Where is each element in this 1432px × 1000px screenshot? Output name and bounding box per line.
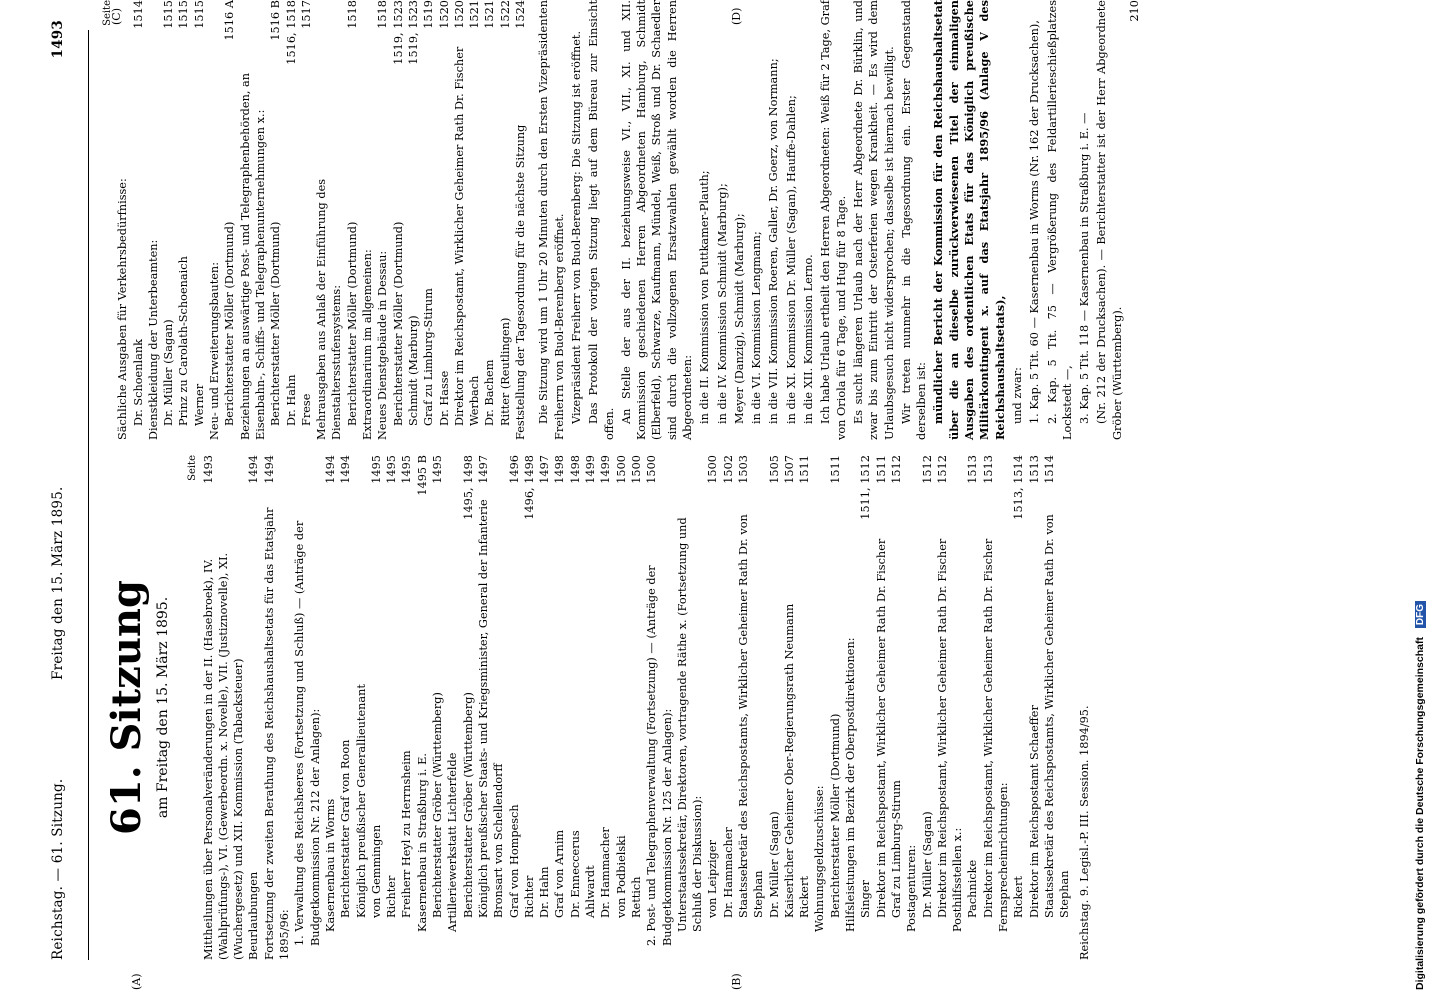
entry-page: 1513, 1514 xyxy=(1012,455,1026,520)
entry-text: 2. Post- und Telegraphenverwaltung (Fortsetzung) — (Anträge der Budgetkommission Nr. 125 der Anlagen): xyxy=(645,565,674,946)
entry-page xyxy=(843,455,858,497)
contents-entry xyxy=(629,455,644,960)
contents-list-left xyxy=(201,455,1073,960)
contents-list-right xyxy=(115,0,528,440)
entry-text: Dr. Hahn xyxy=(284,374,298,426)
contents-entry xyxy=(552,455,567,960)
entry-text: Mittheilungen über Personalveränderungen in der II. (Hasebroek), IV. (Wahlprüfungs-), VI. (Gewerbeordn. x. Novelle), VII. (Justiznovelle), XI. (Wuchergesetz) und XII. Kommission (Tabacksteuer) xyxy=(201,552,246,960)
contents-entry xyxy=(430,455,445,960)
entry-text: Berichterstatter Gröber (Württemberg) xyxy=(431,692,445,918)
entry-text: Artilleriewerkstatt Lichterfelde xyxy=(446,752,460,932)
margin-mark-b: (B) xyxy=(730,973,743,990)
entry-page: 1496 xyxy=(507,455,521,484)
contents-entry xyxy=(889,455,904,960)
session-text xyxy=(536,0,1142,440)
entry-page: 1495 B xyxy=(415,455,429,496)
contents-entry xyxy=(858,455,873,960)
contents-entry xyxy=(482,0,497,440)
contents-entry xyxy=(675,455,706,960)
contents-entry xyxy=(1011,455,1026,960)
entry-page: 1496, 1498 xyxy=(522,455,536,520)
entry-page: 1519, 1523 xyxy=(391,0,405,65)
entry-page: 1516 B xyxy=(269,0,283,41)
entry-page xyxy=(996,455,1011,497)
entry-text: Beurlaubungen xyxy=(247,871,261,960)
entry-text: Graf zu Limburg-Stirum xyxy=(889,780,903,918)
header-rule xyxy=(88,30,89,960)
contents-entry xyxy=(292,455,323,960)
entry-page xyxy=(950,455,965,497)
session-paragraph: mündlicher Bericht der Kommission für den Reichshaushaltsetat über die an dieselbe zurückverwiesenen Titel der einmaligen Ausgaben des ordentlichen Etats für das Königlich preußische Militärkontingent x. auf das Etatsjahr 1895/96 (Anlage V des Reichshaushaltsetats), xyxy=(931,0,1007,440)
entry-page: 1511, 1512 xyxy=(859,455,873,520)
session-paragraph: 3. Kap. 5 Tit. 118 — Kasernenbau in Straßburg i. E. — xyxy=(1078,112,1092,424)
entry-text: Beziehungen an auswärtige Post- und Telegraphenbehörden, an Eisenbahn-, Schiffs- und Telegraphenunternehmungen x.: xyxy=(238,72,267,440)
session-paragraph: Es sucht längeren Urlaub nach der Herr Abgeordnete Dr. Bürklin, und zwar bis zum Eintritt der Osterferien wegen Krankheit. — Es wird dem Urlaubsgesuch nicht widersprochen; dasselbe ist hiernach bewilligt. xyxy=(851,0,896,440)
entry-page: 1515 xyxy=(177,0,191,29)
entry-page xyxy=(238,0,269,42)
entry-page: 1513 xyxy=(981,455,995,484)
entry-text: Hilfsleistungen im Bezirk der Oberpostdirektionen: xyxy=(844,637,858,932)
entry-text: Staatssekretär des Reichspostamts, Wirklicher Geheimer Rath Dr. von Stephan xyxy=(736,514,766,918)
session-paragraph: 2. Kap. 5 Tit. 75 — Vergrößerung des Feldartillerieschießplatzes Lockstedt —, xyxy=(1045,0,1074,440)
entry-page: 1494 xyxy=(339,455,353,484)
entry-text: Dr. Bachem xyxy=(483,359,497,426)
contents-entry xyxy=(476,455,507,960)
dfg-sidebar xyxy=(1414,10,1426,990)
contents-entry xyxy=(262,455,293,960)
contents-entry xyxy=(874,455,889,960)
entry-text: Neu- und Erweiterungsbauten: xyxy=(208,262,222,440)
contents-entry xyxy=(146,0,161,440)
entry-page xyxy=(314,0,345,42)
entry-page: 1493 xyxy=(201,455,215,484)
contents-entry xyxy=(736,455,767,960)
contents-entry xyxy=(360,0,375,440)
entry-page: 1515 xyxy=(192,0,206,29)
entry-page: 1511 xyxy=(798,455,812,484)
entry-page: 1518 xyxy=(345,0,359,29)
entry-page: 1515 xyxy=(162,0,176,29)
contents-entry xyxy=(375,0,390,440)
entry-page: 1512 xyxy=(935,455,949,484)
contents-entry xyxy=(192,0,207,440)
entry-page: 1518 xyxy=(376,0,390,29)
contents-entry xyxy=(996,455,1011,960)
contents-entry xyxy=(452,0,467,440)
entry-text: Dr. Hammacher xyxy=(721,827,735,918)
session-paragraph: Wir treten nunmehr in die Tagesordnung ein. Erster Gegenstand derselben ist: xyxy=(899,0,929,440)
entry-text: Direktor im Reichspostamt, Wirklicher Geheimer Rath Dr. Fischer xyxy=(452,46,466,426)
entry-page: 1495 xyxy=(385,455,399,484)
entry-page xyxy=(904,455,919,497)
entry-text: Kaiserlicher Geheimer Ober-Regierungsrath Neumann xyxy=(782,603,796,918)
entry-text: Dr. Müller (Sagan) xyxy=(767,811,781,918)
contents-entry xyxy=(950,455,965,960)
entry-text: Berichterstatter Möller (Dortmund) xyxy=(345,221,359,426)
entry-page xyxy=(360,0,375,42)
entry-page: 1516, 1518 xyxy=(284,0,298,65)
entry-text: 1. Verwaltung des Reichsheeres (Fortsetzung und Schluß) — (Anträge der Budgetkommission Nr. 212 der Anlagen): xyxy=(293,520,322,946)
contents-entry xyxy=(614,455,629,960)
entry-text: von Podbielski xyxy=(614,835,628,918)
entry-text: Fernsprecheinrichtungen: xyxy=(997,782,1011,932)
entry-text: Rettich xyxy=(629,876,643,918)
entry-page: 1498 xyxy=(568,455,582,484)
entry-text: Dr. Schoenlank xyxy=(131,339,145,426)
session-paragraph: in die IV. Kommission Schmidt (Marburg); xyxy=(715,183,729,424)
entry-page: 1514 xyxy=(1042,455,1056,484)
entry-page: 1497 xyxy=(538,455,552,484)
entry-text: von Gemmingen xyxy=(369,824,383,918)
contents-entry xyxy=(644,455,675,960)
entry-page xyxy=(115,0,130,42)
entry-text: Feststellung der Tagesordnung für die nächste Sitzung xyxy=(514,124,528,440)
entry-page xyxy=(207,0,222,42)
contents-entry xyxy=(782,455,797,960)
margin-mark-c: (C) xyxy=(110,8,123,25)
entry-text: Direktor im Reichspostamt, Wirklicher Geheimer Rath Dr. Fischer xyxy=(981,538,995,918)
session-subtitle: am Freitag den 15. März 1895. xyxy=(155,596,171,819)
entry-text: Singer xyxy=(859,880,873,918)
entry-text: Berichterstatter Möller (Dortmund) xyxy=(269,221,283,426)
entry-text: Fortsetzung der zweiten Berathung des Reichshaushaltsetats für das Etatsjahr 1895/96: xyxy=(262,507,292,960)
entry-page: 1520 xyxy=(452,0,466,29)
entry-text: Dr. Hasse xyxy=(437,370,451,426)
entry-page: 1521 xyxy=(483,0,497,29)
header-date: Freitag den 15. März 1895. xyxy=(50,486,66,680)
entry-page: 1512 xyxy=(889,455,903,484)
session-paragraph: 1. Kap. 5 Tit. 60 — Kasernenbau in Worms (Nr. 162 der Drucksachen), xyxy=(1028,20,1042,424)
session-paragraph: Das Protokoll der vorigen Sitzung liegt auf dem Büreau zur Einsicht offen. xyxy=(587,0,616,440)
entry-page: 1519 xyxy=(422,0,436,29)
entry-text: Graf von Hompesch xyxy=(507,804,521,918)
contents-entry xyxy=(445,455,460,960)
seite-label-right: Seite xyxy=(102,0,113,26)
entry-page: 1495 xyxy=(431,455,445,484)
entry-text: Königlich preußischer Generallieutenant xyxy=(354,684,368,918)
contents-entry xyxy=(338,455,353,960)
contents-entry xyxy=(369,455,384,960)
entry-text: Direktor im Reichspostamt, Wirklicher Geheimer Rath Dr. Fischer xyxy=(935,538,949,918)
entry-page: 1499 xyxy=(599,455,613,484)
entry-page: 1513 xyxy=(1027,455,1041,484)
entry-text: Berichterstatter Möller (Dortmund) xyxy=(223,221,237,426)
entry-text: Freiherr Heyl zu Herrnsheim xyxy=(400,750,414,918)
entry-page: 1517 xyxy=(299,0,313,29)
entry-page: 1503 xyxy=(736,455,750,484)
contents-entry xyxy=(176,0,191,440)
entry-text: Werner xyxy=(192,383,206,426)
contents-entry xyxy=(207,0,222,440)
session-paragraph: in die XI. Kommission Dr. Müller (Sagan), Hauffe-Dahlen; xyxy=(784,95,798,424)
entry-page xyxy=(292,455,323,497)
contents-entry xyxy=(421,0,436,440)
entry-text: Graf von Arnim xyxy=(553,829,567,918)
entry-page xyxy=(812,455,827,497)
entry-page: 1511 xyxy=(874,455,888,484)
left-column xyxy=(100,455,1094,960)
contents-entry xyxy=(828,455,843,960)
header-left: Reichstag. — 61. Sitzung. xyxy=(50,778,66,960)
dfg-sidebar-text: Digitalisierung gefördert durch die Deutsche Forschungsgemeinschaft xyxy=(1414,637,1426,990)
entry-page: 1495, 1498 xyxy=(461,455,475,520)
entry-text: Dr. Müller (Sagan) xyxy=(162,319,176,426)
session-paragraph: An Stelle der aus der II. beziehungsweise VI., VII., XI. und XII. Kommission geschiedenen Herren Abgeordneten Hamburg, Schmidt (Elberfeld), Schwarze, Kaufmann, Mündel, Weiß, Stroß und Dr. Schaedler sind durch die vollzogenen Ersatzwahlen gewählt worden die Herren Abgeordneten: xyxy=(619,0,694,440)
entry-page: 1513 xyxy=(966,455,980,484)
contents-entry xyxy=(498,0,513,440)
contents-entry xyxy=(222,0,237,440)
entry-text: Dr. Hammacher xyxy=(599,827,613,918)
session-paragraph: und zwar: xyxy=(1010,367,1024,424)
entry-page: 1500 xyxy=(706,455,720,484)
entry-page: 1494 xyxy=(262,455,276,484)
contents-entry xyxy=(721,455,736,960)
entry-page xyxy=(146,0,161,42)
entry-page: 1520 xyxy=(437,0,451,29)
contents-entry xyxy=(384,455,399,960)
entry-text: Schmidt (Marburg) xyxy=(406,315,420,426)
entry-page xyxy=(675,455,706,497)
entry-text: Prinz zu Carolath-Schoenaich xyxy=(177,256,191,426)
entry-text: Berichterstatter Graf von Roon xyxy=(339,739,353,918)
contents-entry xyxy=(965,455,980,960)
session-paragraph: 210 xyxy=(1128,0,1141,22)
contents-entry xyxy=(513,0,528,440)
contents-entry xyxy=(415,455,430,960)
entry-text: Postagenturen: xyxy=(905,844,919,932)
entry-text: Extraordinarium im allgemeinen: xyxy=(361,249,375,440)
entry-text: Kasernenbau in Worms xyxy=(323,798,337,932)
contents-entry xyxy=(981,455,996,960)
entry-page: 1497 xyxy=(476,455,490,484)
entry-page: 1502 xyxy=(721,455,735,484)
contents-entry xyxy=(437,0,452,440)
contents-entry xyxy=(537,455,552,960)
entry-text: Berichterstatter Möller (Dortmund) xyxy=(391,221,405,426)
entry-text: Dr. Enneccerus xyxy=(568,830,582,918)
entry-text: Richter xyxy=(522,875,536,918)
entry-text: Königlich preußischer Staats- und Kriegsminister, General der Infanterie Bronsart von Schellendorff xyxy=(476,499,506,918)
contents-entry xyxy=(161,0,176,440)
contents-entry xyxy=(391,0,406,440)
contents-entry xyxy=(201,455,247,960)
entry-text: Dienstkleidung der Unterbeamten: xyxy=(146,239,160,440)
entry-text: Kasernenbau in Straßburg i. E. xyxy=(415,753,429,932)
contents-entry xyxy=(406,0,421,440)
contents-entry xyxy=(705,455,720,960)
entry-text: Frese xyxy=(299,393,313,426)
dfg-logo: DFG xyxy=(1415,601,1426,628)
entry-page: 1494 xyxy=(247,455,261,484)
entry-text: Dr. Hahn xyxy=(538,866,552,918)
entry-page: 1511 xyxy=(828,455,842,484)
entry-text: Neues Dienstgebäude in Dessau: xyxy=(376,250,390,440)
contents-entry xyxy=(246,455,261,960)
seite-label: Seite xyxy=(187,455,199,481)
contents-entry xyxy=(354,455,369,960)
page-header xyxy=(50,20,72,960)
session-paragraph: Die Sitzung wird um 1 Uhr 20 Minuten durch den Ersten Vizepräsidenten Freiherrn von Buol-Berenberg eröffnet. xyxy=(537,0,566,440)
entry-text: Werbach xyxy=(468,375,482,426)
entry-text: Ritter (Reutlingen) xyxy=(498,317,512,426)
entry-page: 1498 xyxy=(553,455,567,484)
contents-entry xyxy=(131,0,146,440)
entry-page: 1500 xyxy=(645,455,659,484)
session-paragraph: Meyer (Danzig), Schmidt (Marburg); xyxy=(732,213,746,424)
margin-mark-d: (D) xyxy=(730,7,743,25)
entry-text: Direktor im Reichspostamt, Wirklicher Geheimer Rath Dr. Fischer xyxy=(874,538,888,918)
contents-entry xyxy=(568,455,583,960)
entry-text: Pachnicke xyxy=(966,859,980,918)
entry-page: 1499 xyxy=(584,455,598,484)
entry-page xyxy=(354,455,369,497)
contents-entry xyxy=(522,455,537,960)
entry-text: Mehrausgaben aus Anlaß der Einführung des Dienstaltersstufensystems: xyxy=(315,178,344,440)
contents-entry xyxy=(461,455,476,960)
contents-entry xyxy=(323,455,338,960)
contents-entry xyxy=(299,0,314,440)
entry-text: Rickert xyxy=(798,876,812,918)
contents-entry xyxy=(284,0,299,440)
entry-page xyxy=(445,455,460,497)
entry-page: 1514 xyxy=(131,0,145,29)
entry-page: 1495 xyxy=(369,455,383,484)
contents-entry xyxy=(507,455,522,960)
entry-text: Unterstaatssekretär, Direktoren, vortragende Räthe x. (Fortsetzung und Schluß der Diskussion): xyxy=(675,517,705,932)
entry-page: 1505 xyxy=(767,455,781,484)
entry-page: 1512 xyxy=(920,455,934,484)
margin-mark-a: (A) xyxy=(130,973,143,990)
entry-page: 1522 xyxy=(498,0,512,29)
session-paragraph: Ich habe Urlaub ertheilt den Herren Abgeordneten: Weiß für 2 Tage, Graf von Oriola für 6 Tage, und Hug für 8 Tage. xyxy=(819,0,848,440)
contents-entry xyxy=(399,455,414,960)
contents-entry xyxy=(115,0,130,440)
entry-page: 1516 A xyxy=(223,0,237,41)
entry-page: 1521 xyxy=(468,0,482,29)
entry-text: Berichterstatter Möller (Dortmund) xyxy=(828,713,842,918)
entry-page: 1495 xyxy=(400,455,414,484)
contents-entry xyxy=(598,455,613,960)
contents-entry xyxy=(268,0,283,440)
contents-entry xyxy=(935,455,950,960)
entry-text: Richter xyxy=(385,875,399,918)
contents-entry xyxy=(583,455,598,960)
session-paragraph: in die VII. Kommission Roeren, Galler, Dr. Goerz, von Normann; xyxy=(767,58,781,424)
entry-text: Direktor im Reichspostamt Schaeffer xyxy=(1027,705,1041,918)
contents-entry xyxy=(904,455,919,960)
left-footer: Reichstag. 9. Legisl.-P. III. Session. 1894/95. xyxy=(1077,705,1091,960)
session-paragraph: in die XII. Kommission Lerno. xyxy=(802,254,816,424)
page-number: 1493 xyxy=(50,20,66,59)
entry-page: 1519, 1523 xyxy=(406,0,420,65)
contents-entry xyxy=(1042,455,1073,960)
contents-entry xyxy=(345,0,360,440)
entry-text: Rickert xyxy=(1012,876,1026,918)
entry-text: Wohnungsgeldzuschüsse: xyxy=(813,785,827,932)
session-paragraph: in die VI. Kommission Lengmann; xyxy=(750,231,764,424)
contents-entry xyxy=(767,455,782,960)
session-title: 61. Sitzung xyxy=(103,580,150,835)
entry-text: Ahlwardt xyxy=(584,865,598,918)
entry-page: 1507 xyxy=(782,455,796,484)
session-paragraph: (Nr. 212 der Drucksachen). — Berichterstatter ist der Herr Abgeordnete Gröber (Württemberg). xyxy=(1095,0,1124,440)
entry-text: Graf zu Limburg-Stirum xyxy=(422,288,436,426)
entry-page: 1500 xyxy=(614,455,628,484)
entry-page: 1524 xyxy=(514,0,528,29)
contents-entry xyxy=(920,455,935,960)
session-paragraph: Vizepräsident Freiherr von Buol-Berenberg: Die Sitzung ist eröffnet. xyxy=(569,30,583,424)
contents-entry xyxy=(843,455,858,960)
entry-text: Posthilfsstellen x.: xyxy=(951,827,965,932)
contents-entry xyxy=(1027,455,1042,960)
entry-page: 1494 xyxy=(323,455,337,484)
right-column xyxy=(100,0,1144,440)
contents-entry xyxy=(314,0,345,440)
entry-page: 1500 xyxy=(629,455,643,484)
contents-entry xyxy=(238,0,269,440)
entry-text: von Leipziger xyxy=(706,840,720,918)
entry-text: Dr. Müller (Sagan) xyxy=(920,811,934,918)
entry-text: Staatssekretär des Reichspostamts, Wirklicher Geheimer Rath Dr. von Stephan xyxy=(1042,514,1072,918)
entry-text: Sächliche Ausgaben für Verkehrsbedürfnisse: xyxy=(116,178,130,440)
contents-entry xyxy=(797,455,812,960)
entry-text: Berichterstatter Gröber (Württemberg) xyxy=(461,692,475,918)
session-paragraph: in die II. Kommission von Puttkamer-Plauth; xyxy=(698,170,712,424)
contents-entry xyxy=(467,0,482,440)
contents-entry xyxy=(812,455,827,960)
